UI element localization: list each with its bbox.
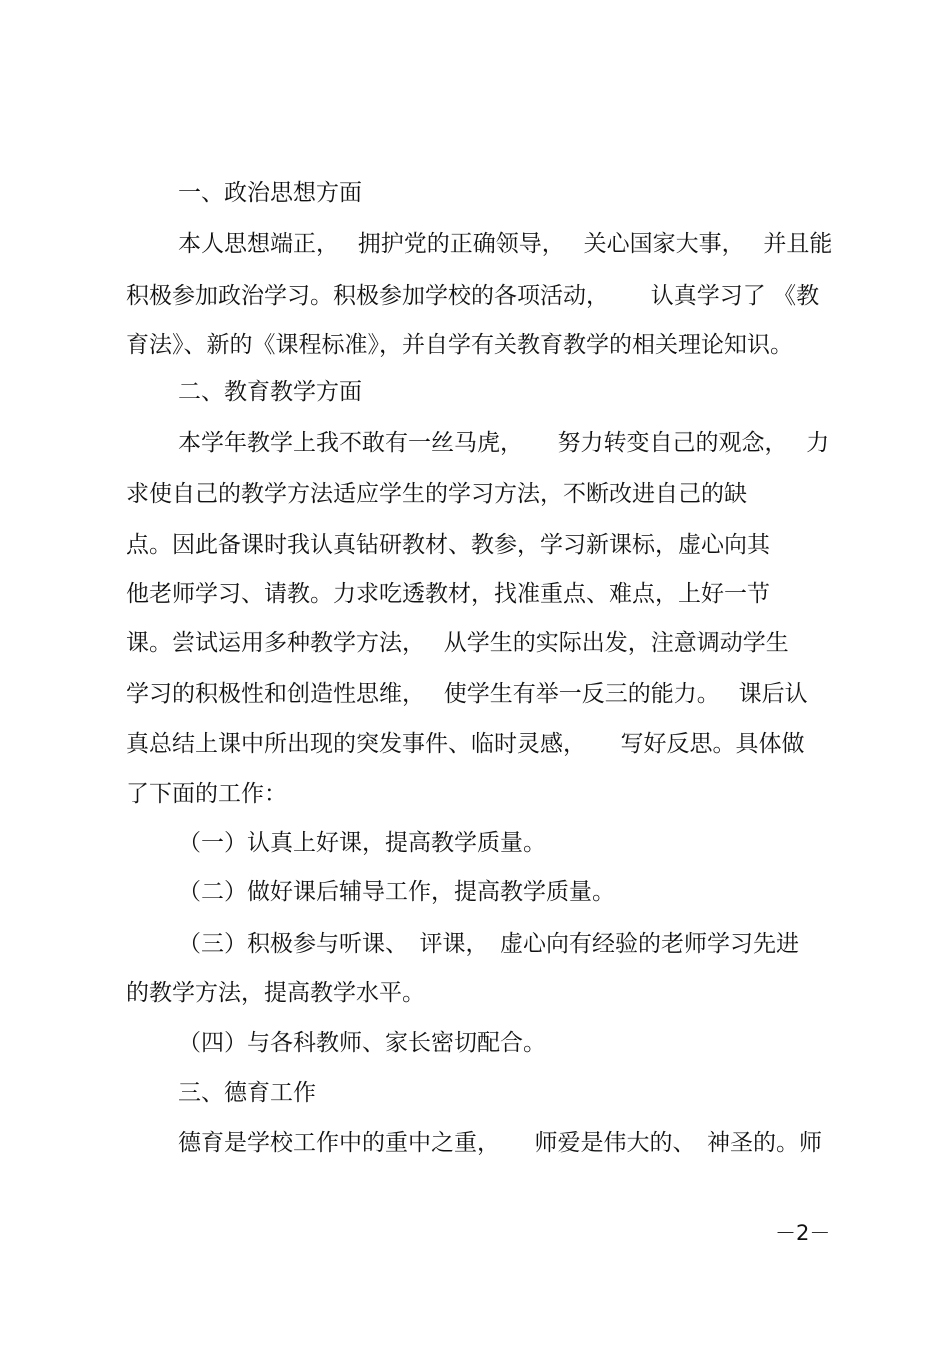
list-item: （三）积极参与听课、 评课， 虚心向有经验的老师学习先进 (178, 931, 799, 957)
paragraph-line: 本学年教学上我不敢有一丝马虎， 努力转变自己的观念， 力 (178, 430, 830, 456)
paragraph-line: 积极参加政治学习。积极参加学校的各项活动， 认真学习了 《教 (126, 283, 820, 309)
paragraph-line: 的教学方法，提高教学水平。 (126, 980, 425, 1006)
list-item: （四）与各科教师、家长密切配合。 (178, 1030, 546, 1056)
paragraph-line: 真总结上课中所出现的突发事件、临时灵感， 写好反思。具体做 (126, 731, 805, 757)
paragraph-line: 本人思想端正， 拥护党的正确领导， 关心国家大事， 并且能 (178, 231, 833, 257)
paragraph-line: 他老师学习、请教。力求吃透教材，找准重点、难点，上好一节 (126, 581, 770, 607)
paragraph-line: 求使自己的教学方法适应学生的学习方法，不断改进自己的缺 (126, 481, 747, 507)
paragraph-line: 学习的积极性和创造性思维， 使学生有举一反三的能力。 课后认 (126, 681, 808, 707)
paragraph-line: 育法》、新的《课程标准》，并自学有关教育教学的相关理论知识。 (126, 332, 793, 358)
paragraph-line: 德育是学校工作中的重中之重， 师爱是伟大的、 神圣的。师 (178, 1130, 822, 1156)
list-item: （一）认真上好课，提高教学质量。 (178, 830, 546, 856)
list-item: （二）做好课后辅导工作，提高教学质量。 (178, 879, 615, 905)
heading-teaching: 二、教育教学方面 (178, 379, 362, 405)
page-number: －2－ (775, 1221, 831, 1245)
paragraph-line: 了下面的工作： (126, 781, 287, 807)
paragraph-line: 课。尝试运用多种教学方法， 从学生的实际出发，注意调动学生 (126, 630, 789, 656)
heading-moral-education: 三、德育工作 (178, 1080, 316, 1106)
heading-politics: 一、政治思想方面 (178, 180, 362, 206)
paragraph-line: 点。因此备课时我认真钻研教材、教参，学习新课标，虚心向其 (126, 532, 770, 558)
